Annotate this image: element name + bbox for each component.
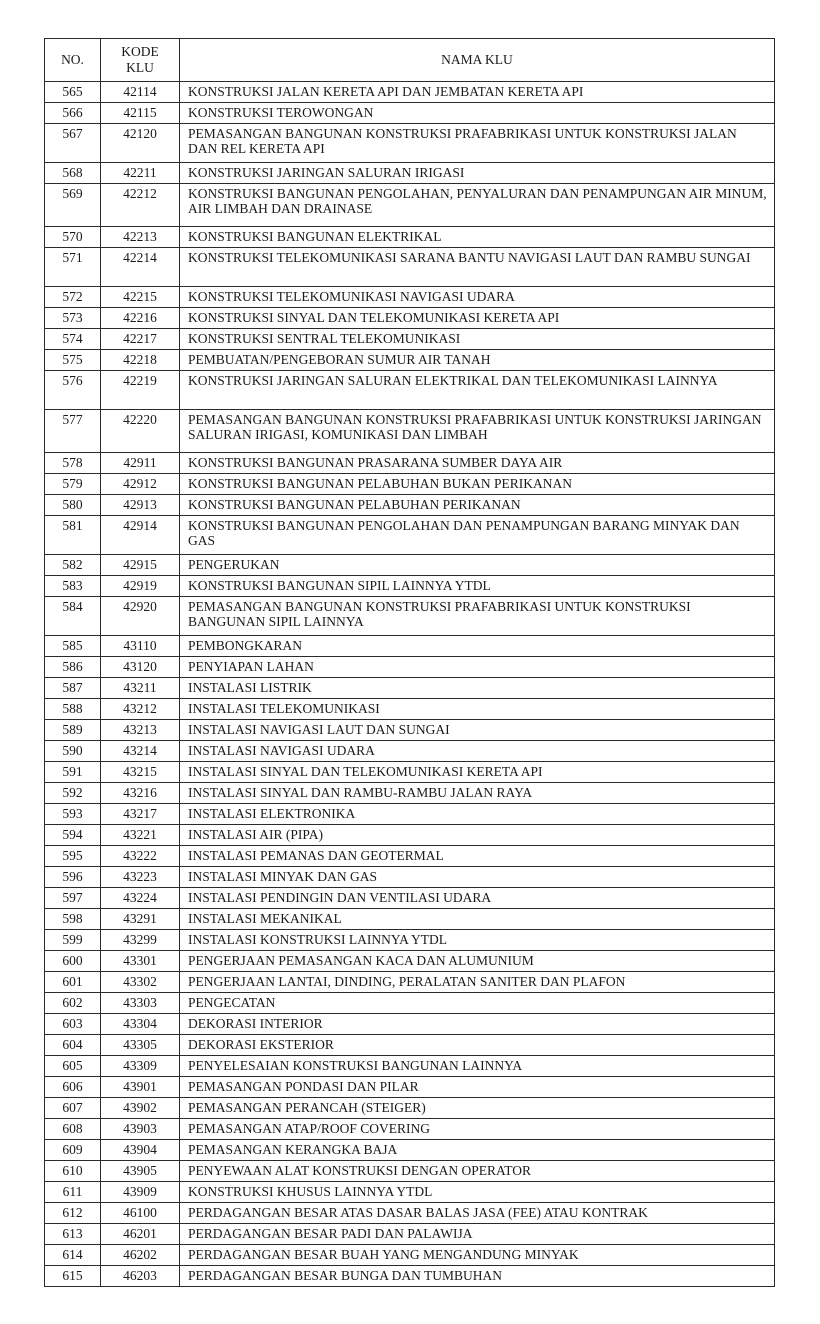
cell-no: 565: [45, 82, 101, 103]
cell-kode: 46202: [101, 1245, 180, 1266]
table-row: [45, 1077, 775, 1098]
cell-nama: PEMBONGKARAN: [180, 636, 775, 657]
cell-kode: 42911: [101, 453, 180, 474]
cell-no: 607: [45, 1098, 101, 1119]
cell-kode: 42913: [101, 495, 180, 516]
cell-nama: KONSTRUKSI BANGUNAN PENGOLAHAN DAN PENAMPUNGAN BARANG MINYAK DAN GAS: [180, 516, 775, 555]
cell-nama: PEMASANGAN PONDASI DAN PILAR: [180, 1077, 775, 1098]
cell-nama: KONSTRUKSI BANGUNAN SIPIL LAINNYA YTDL: [180, 576, 775, 597]
document-page: [44, 38, 774, 1287]
table-row: [45, 1245, 775, 1266]
cell-nama: INSTALASI PEMANAS DAN GEOTERMAL: [180, 846, 775, 867]
table-row: [45, 1035, 775, 1056]
cell-no: 576: [45, 371, 101, 410]
cell-no: 579: [45, 474, 101, 495]
table-row: [45, 308, 775, 329]
cell-no: 593: [45, 804, 101, 825]
table-row: [45, 124, 775, 163]
cell-kode: 43304: [101, 1014, 180, 1035]
table-row: [45, 371, 775, 410]
cell-no: 600: [45, 951, 101, 972]
table-row: [45, 657, 775, 678]
cell-no: 587: [45, 678, 101, 699]
cell-no: 572: [45, 287, 101, 308]
table-row: [45, 720, 775, 741]
table-row: [45, 699, 775, 720]
cell-no: 566: [45, 103, 101, 124]
cell-nama: DEKORASI INTERIOR: [180, 1014, 775, 1035]
cell-kode: 42115: [101, 103, 180, 124]
cell-no: 582: [45, 555, 101, 576]
cell-nama: KONSTRUKSI TELEKOMUNIKASI SARANA BANTU NAVIGASI LAUT DAN RAMBU SUNGAI: [180, 248, 775, 287]
cell-kode: 43909: [101, 1182, 180, 1203]
table-row: [45, 909, 775, 930]
cell-nama: KONSTRUKSI TELEKOMUNIKASI NAVIGASI UDARA: [180, 287, 775, 308]
cell-no: 613: [45, 1224, 101, 1245]
cell-kode: 43222: [101, 846, 180, 867]
cell-kode: 42213: [101, 227, 180, 248]
cell-nama: INSTALASI LISTRIK: [180, 678, 775, 699]
cell-nama: PENGERJAAN LANTAI, DINDING, PERALATAN SANITER DAN PLAFON: [180, 972, 775, 993]
cell-no: 602: [45, 993, 101, 1014]
cell-no: 581: [45, 516, 101, 555]
table-row: [45, 1014, 775, 1035]
cell-nama: PEMASANGAN BANGUNAN KONSTRUKSI PRAFABRIKASI UNTUK KONSTRUKSI JALAN DAN REL KERETA API: [180, 124, 775, 163]
cell-nama: INSTALASI SINYAL DAN TELEKOMUNIKASI KERETA API: [180, 762, 775, 783]
cell-kode: 43110: [101, 636, 180, 657]
table-row: [45, 82, 775, 103]
cell-kode: 42915: [101, 555, 180, 576]
table-row: [45, 474, 775, 495]
table-row: [45, 1056, 775, 1077]
cell-nama: INSTALASI MINYAK DAN GAS: [180, 867, 775, 888]
cell-no: 606: [45, 1077, 101, 1098]
cell-no: 585: [45, 636, 101, 657]
table-row: [45, 951, 775, 972]
cell-kode: 43120: [101, 657, 180, 678]
cell-kode: 42212: [101, 184, 180, 227]
table-row: [45, 993, 775, 1014]
cell-kode: 43302: [101, 972, 180, 993]
table-row: [45, 972, 775, 993]
cell-nama: KONSTRUKSI BANGUNAN PELABUHAN BUKAN PERIKANAN: [180, 474, 775, 495]
klu-table: [44, 38, 775, 1287]
cell-nama: KONSTRUKSI JALAN KERETA API DAN JEMBATAN KERETA API: [180, 82, 775, 103]
cell-no: 611: [45, 1182, 101, 1203]
cell-kode: 43902: [101, 1098, 180, 1119]
cell-kode: 46201: [101, 1224, 180, 1245]
cell-no: 586: [45, 657, 101, 678]
cell-no: 588: [45, 699, 101, 720]
cell-kode: 43305: [101, 1035, 180, 1056]
cell-no: 591: [45, 762, 101, 783]
table-row: [45, 287, 775, 308]
cell-nama: PENYEWAAN ALAT KONSTRUKSI DENGAN OPERATOR: [180, 1161, 775, 1182]
cell-kode: 43221: [101, 825, 180, 846]
cell-no: 601: [45, 972, 101, 993]
cell-kode: 43214: [101, 741, 180, 762]
cell-nama: INSTALASI ELEKTRONIKA: [180, 804, 775, 825]
table-row: [45, 930, 775, 951]
cell-nama: PEMBUATAN/PENGEBORAN SUMUR AIR TANAH: [180, 350, 775, 371]
cell-no: 603: [45, 1014, 101, 1035]
header-kode-line1: KODE: [121, 44, 159, 59]
cell-nama: INSTALASI SINYAL DAN RAMBU-RAMBU JALAN RAYA: [180, 783, 775, 804]
table-row: [45, 350, 775, 371]
cell-kode: 42912: [101, 474, 180, 495]
cell-no: 609: [45, 1140, 101, 1161]
cell-no: 610: [45, 1161, 101, 1182]
cell-kode: 43212: [101, 699, 180, 720]
cell-no: 569: [45, 184, 101, 227]
table-row: [45, 762, 775, 783]
table-row: [45, 495, 775, 516]
cell-kode: 42220: [101, 410, 180, 453]
cell-kode: 43215: [101, 762, 180, 783]
table-header-row: [45, 39, 775, 82]
cell-kode: 43217: [101, 804, 180, 825]
cell-kode: 42120: [101, 124, 180, 163]
cell-nama: INSTALASI MEKANIKAL: [180, 909, 775, 930]
cell-kode: 43291: [101, 909, 180, 930]
cell-no: 597: [45, 888, 101, 909]
table-row: [45, 1098, 775, 1119]
cell-kode: 43213: [101, 720, 180, 741]
cell-no: 605: [45, 1056, 101, 1077]
cell-nama: KONSTRUKSI SINYAL DAN TELEKOMUNIKASI KERETA API: [180, 308, 775, 329]
table-row: [45, 453, 775, 474]
table-row: [45, 1266, 775, 1287]
table-body: [45, 82, 775, 1287]
cell-nama: KONSTRUKSI BANGUNAN PELABUHAN PERIKANAN: [180, 495, 775, 516]
cell-kode: 43223: [101, 867, 180, 888]
cell-no: 580: [45, 495, 101, 516]
cell-nama: KONSTRUKSI KHUSUS LAINNYA YTDL: [180, 1182, 775, 1203]
cell-no: 589: [45, 720, 101, 741]
table-row: [45, 783, 775, 804]
header-kode: [101, 39, 180, 82]
cell-kode: 42218: [101, 350, 180, 371]
cell-kode: 43216: [101, 783, 180, 804]
table-row: [45, 1119, 775, 1140]
table-row: [45, 576, 775, 597]
cell-nama: PENGERUKAN: [180, 555, 775, 576]
cell-nama: KONSTRUKSI BANGUNAN PENGOLAHAN, PENYALURAN DAN PENAMPUNGAN AIR MINUM, AIR LIMBAH DAN DRAINASE: [180, 184, 775, 227]
cell-no: 604: [45, 1035, 101, 1056]
cell-nama: KONSTRUKSI TEROWONGAN: [180, 103, 775, 124]
table-row: [45, 804, 775, 825]
cell-kode: 42914: [101, 516, 180, 555]
header-kode-line2: KLU: [126, 60, 154, 75]
cell-kode: 43211: [101, 678, 180, 699]
cell-kode: 42215: [101, 287, 180, 308]
table-row: [45, 678, 775, 699]
table-row: [45, 410, 775, 453]
cell-kode: 42217: [101, 329, 180, 350]
cell-nama: INSTALASI NAVIGASI LAUT DAN SUNGAI: [180, 720, 775, 741]
table-row: [45, 867, 775, 888]
cell-nama: PEMASANGAN BANGUNAN KONSTRUKSI PRAFABRIKASI UNTUK KONSTRUKSI BANGUNAN SIPIL LAINNYA: [180, 597, 775, 636]
table-row: [45, 1161, 775, 1182]
table-row: [45, 555, 775, 576]
cell-no: 573: [45, 308, 101, 329]
header-no: NO.: [45, 39, 101, 82]
cell-no: 584: [45, 597, 101, 636]
cell-nama: PEMASANGAN KERANGKA BAJA: [180, 1140, 775, 1161]
cell-kode: 42919: [101, 576, 180, 597]
cell-nama: INSTALASI TELEKOMUNIKASI: [180, 699, 775, 720]
cell-no: 608: [45, 1119, 101, 1140]
cell-kode: 43299: [101, 930, 180, 951]
cell-kode: 42920: [101, 597, 180, 636]
cell-kode: 43903: [101, 1119, 180, 1140]
cell-nama: PENYELESAIAN KONSTRUKSI BANGUNAN LAINNYA: [180, 1056, 775, 1077]
table-row: [45, 103, 775, 124]
cell-kode: 43901: [101, 1077, 180, 1098]
cell-nama: INSTALASI NAVIGASI UDARA: [180, 741, 775, 762]
table-row: [45, 516, 775, 555]
cell-kode: 43309: [101, 1056, 180, 1077]
cell-no: 577: [45, 410, 101, 453]
table-row: [45, 636, 775, 657]
cell-no: 590: [45, 741, 101, 762]
table-row: [45, 163, 775, 184]
cell-no: 574: [45, 329, 101, 350]
cell-no: 596: [45, 867, 101, 888]
cell-kode: 43224: [101, 888, 180, 909]
cell-nama: KONSTRUKSI JARINGAN SALURAN IRIGASI: [180, 163, 775, 184]
cell-nama: PEMASANGAN BANGUNAN KONSTRUKSI PRAFABRIKASI UNTUK KONSTRUKSI JARINGAN SALURAN IRIGASI, KOMUNIKASI DAN LIMBAH: [180, 410, 775, 453]
table-row: [45, 888, 775, 909]
cell-nama: KONSTRUKSI SENTRAL TELEKOMUNIKASI: [180, 329, 775, 350]
cell-no: 614: [45, 1245, 101, 1266]
cell-nama: PENYIAPAN LAHAN: [180, 657, 775, 678]
cell-kode: 43303: [101, 993, 180, 1014]
cell-no: 595: [45, 846, 101, 867]
cell-nama: DEKORASI EKSTERIOR: [180, 1035, 775, 1056]
cell-kode: 42211: [101, 163, 180, 184]
cell-no: 578: [45, 453, 101, 474]
cell-kode: 42219: [101, 371, 180, 410]
cell-kode: 42114: [101, 82, 180, 103]
cell-kode: 42216: [101, 308, 180, 329]
table-row: [45, 1203, 775, 1224]
table-row: [45, 227, 775, 248]
table-row: [45, 184, 775, 227]
table-row: [45, 1182, 775, 1203]
cell-nama: PERDAGANGAN BESAR ATAS DASAR BALAS JASA (FEE) ATAU KONTRAK: [180, 1203, 775, 1224]
table-row: [45, 329, 775, 350]
cell-no: 567: [45, 124, 101, 163]
cell-nama: KONSTRUKSI JARINGAN SALURAN ELEKTRIKAL DAN TELEKOMUNIKASI LAINNYA: [180, 371, 775, 410]
table-row: [45, 597, 775, 636]
table-row: [45, 1140, 775, 1161]
cell-kode: 43905: [101, 1161, 180, 1182]
cell-nama: INSTALASI PENDINGIN DAN VENTILASI UDARA: [180, 888, 775, 909]
cell-nama: KONSTRUKSI BANGUNAN PRASARANA SUMBER DAYA AIR: [180, 453, 775, 474]
cell-nama: KONSTRUKSI BANGUNAN ELEKTRIKAL: [180, 227, 775, 248]
table-row: [45, 825, 775, 846]
cell-no: 594: [45, 825, 101, 846]
cell-no: 575: [45, 350, 101, 371]
cell-nama: PEMASANGAN ATAP/ROOF COVERING: [180, 1119, 775, 1140]
cell-kode: 43301: [101, 951, 180, 972]
cell-nama: PERDAGANGAN BESAR PADI DAN PALAWIJA: [180, 1224, 775, 1245]
cell-no: 612: [45, 1203, 101, 1224]
cell-no: 568: [45, 163, 101, 184]
cell-no: 583: [45, 576, 101, 597]
table-row: [45, 248, 775, 287]
cell-no: 598: [45, 909, 101, 930]
cell-kode: 43904: [101, 1140, 180, 1161]
cell-nama: INSTALASI AIR (PIPA): [180, 825, 775, 846]
cell-nama: PERDAGANGAN BESAR BUNGA DAN TUMBUHAN: [180, 1266, 775, 1287]
cell-no: 570: [45, 227, 101, 248]
cell-no: 615: [45, 1266, 101, 1287]
header-nama: NAMA KLU: [180, 39, 775, 82]
cell-nama: PENGECATAN: [180, 993, 775, 1014]
cell-no: 599: [45, 930, 101, 951]
cell-no: 592: [45, 783, 101, 804]
cell-nama: PENGERJAAN PEMASANGAN KACA DAN ALUMUNIUM: [180, 951, 775, 972]
cell-kode: 42214: [101, 248, 180, 287]
cell-kode: 46203: [101, 1266, 180, 1287]
table-row: [45, 741, 775, 762]
cell-nama: PEMASANGAN PERANCAH (STEIGER): [180, 1098, 775, 1119]
cell-no: 571: [45, 248, 101, 287]
cell-kode: 46100: [101, 1203, 180, 1224]
cell-nama: PERDAGANGAN BESAR BUAH YANG MENGANDUNG MINYAK: [180, 1245, 775, 1266]
table-row: [45, 1224, 775, 1245]
table-row: [45, 846, 775, 867]
cell-nama: INSTALASI KONSTRUKSI LAINNYA YTDL: [180, 930, 775, 951]
